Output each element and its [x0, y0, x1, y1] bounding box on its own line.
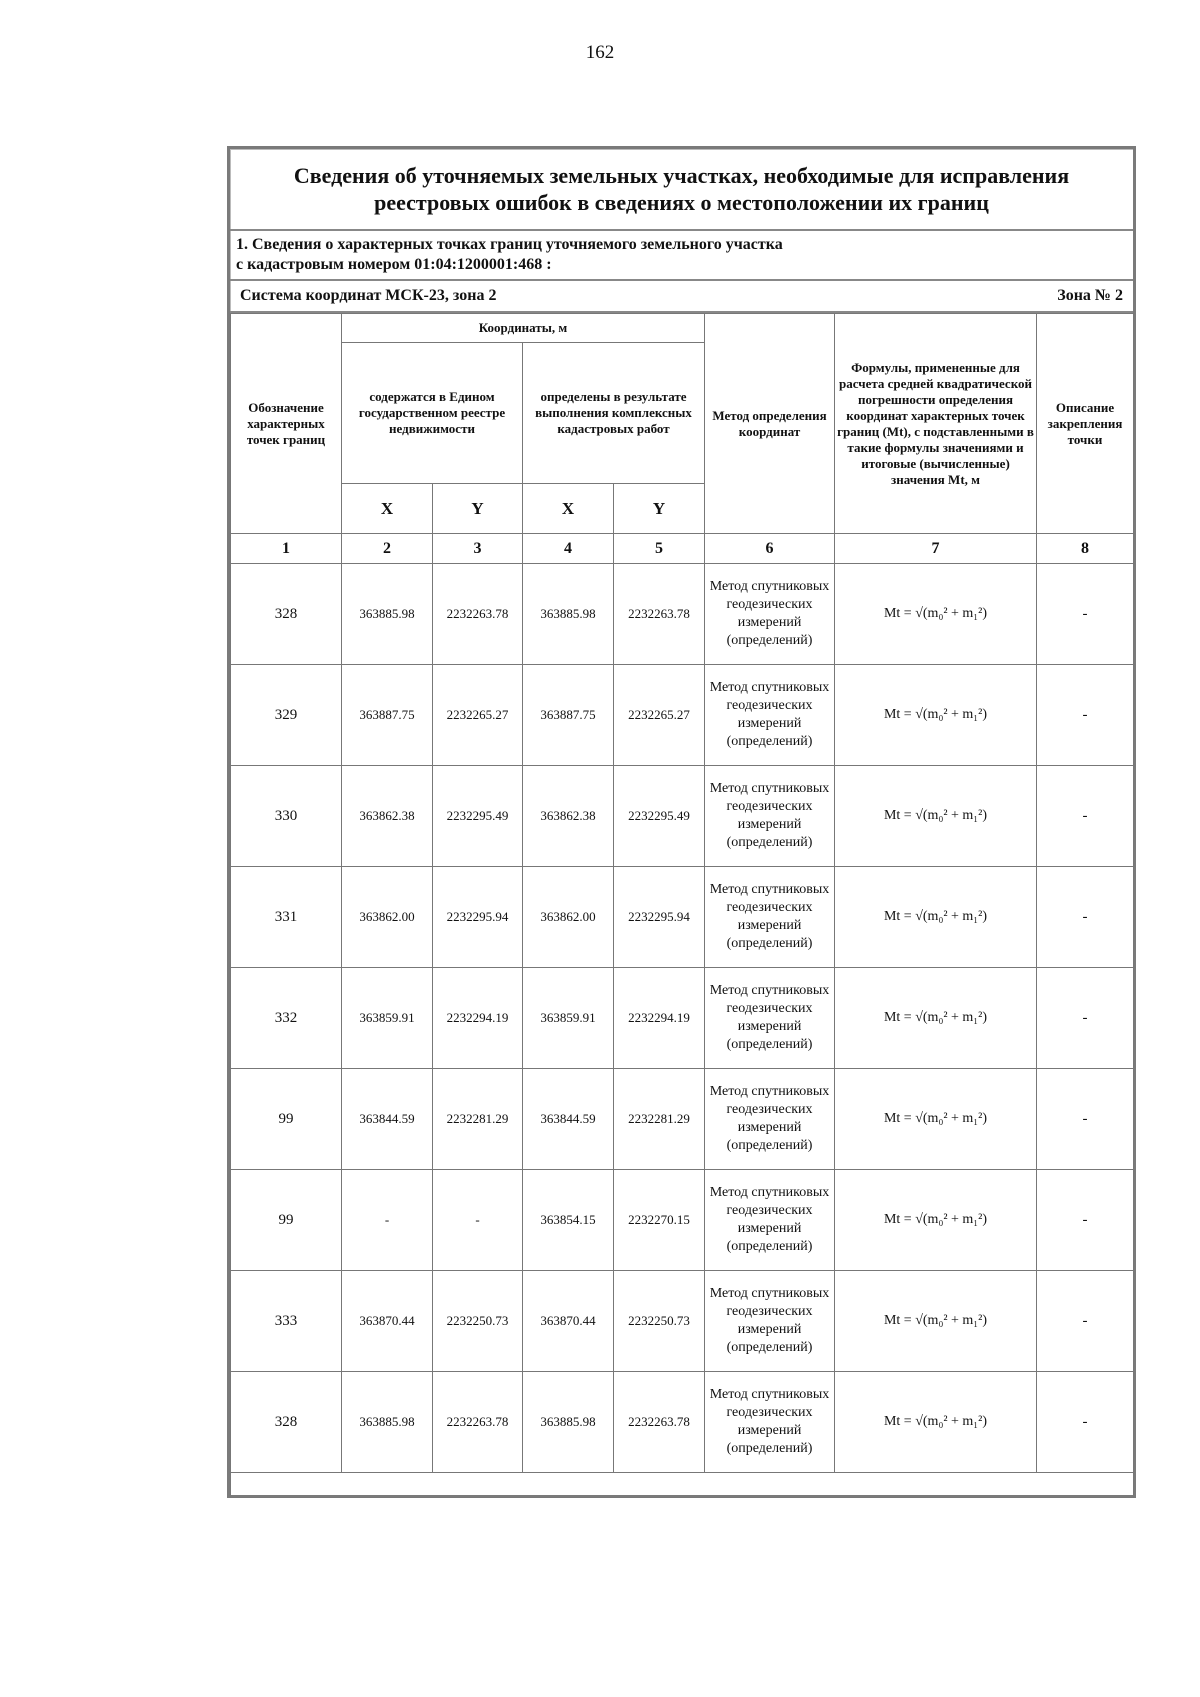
x-cadastral: 363870.44: [523, 1271, 614, 1372]
table-row: [231, 1271, 1134, 1372]
footer-empty-cell: [231, 1473, 1134, 1498]
description: -: [1037, 1069, 1134, 1170]
y-egrn: -: [433, 1170, 523, 1271]
x-cadastral: 363854.15: [523, 1170, 614, 1271]
column-number: 2: [342, 534, 433, 564]
header-method: Метод определения координат: [705, 314, 835, 534]
y-cadastral: 2232250.73: [614, 1271, 705, 1372]
point-id: 99: [231, 1069, 342, 1170]
column-number: 1: [231, 534, 342, 564]
formula: Mt = √(m₀² + m₁²): [835, 564, 1037, 665]
formula: Mt = √(m₀² + m₁²): [835, 766, 1037, 867]
x-egrn: 363885.98: [342, 564, 433, 665]
formula: Mt = √(m₀² + m₁²): [835, 1271, 1037, 1372]
x-cadastral: 363862.38: [523, 766, 614, 867]
x-egrn: 363887.75: [342, 665, 433, 766]
zone-label: Зона № 2: [1057, 287, 1123, 304]
table-row: [231, 665, 1134, 766]
x-egrn: 363862.38: [342, 766, 433, 867]
table-footer-spacer: [231, 1473, 1134, 1498]
point-id: 332: [231, 968, 342, 1069]
column-number: 5: [614, 534, 705, 564]
description: -: [1037, 1372, 1134, 1473]
header-x-egrn: X: [342, 484, 433, 534]
point-id: 328: [231, 564, 342, 665]
column-number: 4: [523, 534, 614, 564]
header-cadastral: определены в результате выполнения комплексных кадастровых работ: [523, 343, 705, 484]
point-id: 331: [231, 867, 342, 968]
y-cadastral: 2232265.27: [614, 665, 705, 766]
y-cadastral: 2232263.78: [614, 1372, 705, 1473]
y-egrn: 2232295.49: [433, 766, 523, 867]
description: -: [1037, 867, 1134, 968]
formula: Mt = √(m₀² + m₁²): [835, 665, 1037, 766]
x-egrn: -: [342, 1170, 433, 1271]
point-id: 99: [231, 1170, 342, 1271]
table-row: [231, 968, 1134, 1069]
header-formula: Формулы, примененные для расчета средней квадратической погрешности определения координат характерных точек границ (Mt), с подставленными в такие формулы значениями и итоговые (вычисленные) значения Mt, м: [835, 314, 1037, 534]
table-row: [231, 1069, 1134, 1170]
column-number: 7: [835, 534, 1037, 564]
method: Метод спутниковых геодезических измерений (определений): [705, 968, 835, 1069]
header-egrn: содержатся в Едином государственном реестре недвижимости: [342, 343, 523, 484]
x-cadastral: 363887.75: [523, 665, 614, 766]
x-egrn: 363844.59: [342, 1069, 433, 1170]
column-number: 3: [433, 534, 523, 564]
x-egrn: 363870.44: [342, 1271, 433, 1372]
table-row: [231, 1372, 1134, 1473]
x-cadastral: 363862.00: [523, 867, 614, 968]
section-line-2: с кадастровым номером 01:04:1200001:468 :: [236, 256, 552, 273]
table-row: [231, 1170, 1134, 1271]
table-row: [231, 766, 1134, 867]
coordinate-system-label: Система координат МСК-23, зона 2: [240, 287, 497, 304]
section-line-1: 1. Сведения о характерных точках границ уточняемого земельного участка: [236, 236, 783, 253]
header-x-cadastral: X: [523, 484, 614, 534]
y-egrn: 2232294.19: [433, 968, 523, 1069]
table-row: [231, 564, 1134, 665]
y-egrn: 2232295.94: [433, 867, 523, 968]
formula: Mt = √(m₀² + m₁²): [835, 867, 1037, 968]
y-egrn: 2232263.78: [433, 1372, 523, 1473]
header-point: Обозначение характерных точек границ: [231, 314, 342, 534]
y-cadastral: 2232263.78: [614, 564, 705, 665]
y-cadastral: 2232295.49: [614, 766, 705, 867]
y-egrn: 2232250.73: [433, 1271, 523, 1372]
table-row: [231, 867, 1134, 968]
x-egrn: 363862.00: [342, 867, 433, 968]
x-cadastral: 363859.91: [523, 968, 614, 1069]
description: -: [1037, 1170, 1134, 1271]
y-egrn: 2232263.78: [433, 564, 523, 665]
x-egrn: 363859.91: [342, 968, 433, 1069]
document-title: Сведения об уточняемых земельных участках, необходимые для исправления реестровых ошибок в сведениях о местоположении их границ: [230, 149, 1133, 231]
method: Метод спутниковых геодезических измерений (определений): [705, 766, 835, 867]
header-y-cadastral: Y: [614, 484, 705, 534]
x-cadastral: 363885.98: [523, 564, 614, 665]
y-cadastral: 2232281.29: [614, 1069, 705, 1170]
boundary-points-table: [230, 313, 1134, 1498]
description: -: [1037, 968, 1134, 1069]
description: -: [1037, 665, 1134, 766]
page-number: 162: [585, 42, 615, 63]
y-cadastral: 2232294.19: [614, 968, 705, 1069]
point-id: 333: [231, 1271, 342, 1372]
point-id: 329: [231, 665, 342, 766]
method: Метод спутниковых геодезических измерений (определений): [705, 1271, 835, 1372]
method: Метод спутниковых геодезических измерений (определений): [705, 1069, 835, 1170]
y-cadastral: 2232295.94: [614, 867, 705, 968]
description: -: [1037, 766, 1134, 867]
formula: Mt = √(m₀² + m₁²): [835, 968, 1037, 1069]
point-id: 328: [231, 1372, 342, 1473]
method: Метод спутниковых геодезических измерений (определений): [705, 665, 835, 766]
formula: Mt = √(m₀² + m₁²): [835, 1170, 1037, 1271]
method: Метод спутниковых геодезических измерений (определений): [705, 867, 835, 968]
y-egrn: 2232265.27: [433, 665, 523, 766]
header-coordinates: Координаты, м: [342, 314, 705, 343]
formula: Mt = √(m₀² + m₁²): [835, 1372, 1037, 1473]
y-egrn: 2232281.29: [433, 1069, 523, 1170]
method: Метод спутниковых геодезических измерений (определений): [705, 564, 835, 665]
column-number: 6: [705, 534, 835, 564]
column-number: 8: [1037, 534, 1134, 564]
column-numbers-row: [231, 534, 1134, 564]
method: Метод спутниковых геодезических измерений (определений): [705, 1170, 835, 1271]
document-frame: [227, 146, 1136, 1498]
description: -: [1037, 564, 1134, 665]
coordinate-system-row: [230, 281, 1133, 313]
header-y-egrn: Y: [433, 484, 523, 534]
x-cadastral: 363885.98: [523, 1372, 614, 1473]
x-cadastral: 363844.59: [523, 1069, 614, 1170]
header-description: Описание закрепления точки: [1037, 314, 1134, 534]
section-heading: [230, 231, 1133, 281]
method: Метод спутниковых геодезических измерений (определений): [705, 1372, 835, 1473]
formula: Mt = √(m₀² + m₁²): [835, 1069, 1037, 1170]
description: -: [1037, 1271, 1134, 1372]
x-egrn: 363885.98: [342, 1372, 433, 1473]
point-id: 330: [231, 766, 342, 867]
y-cadastral: 2232270.15: [614, 1170, 705, 1271]
